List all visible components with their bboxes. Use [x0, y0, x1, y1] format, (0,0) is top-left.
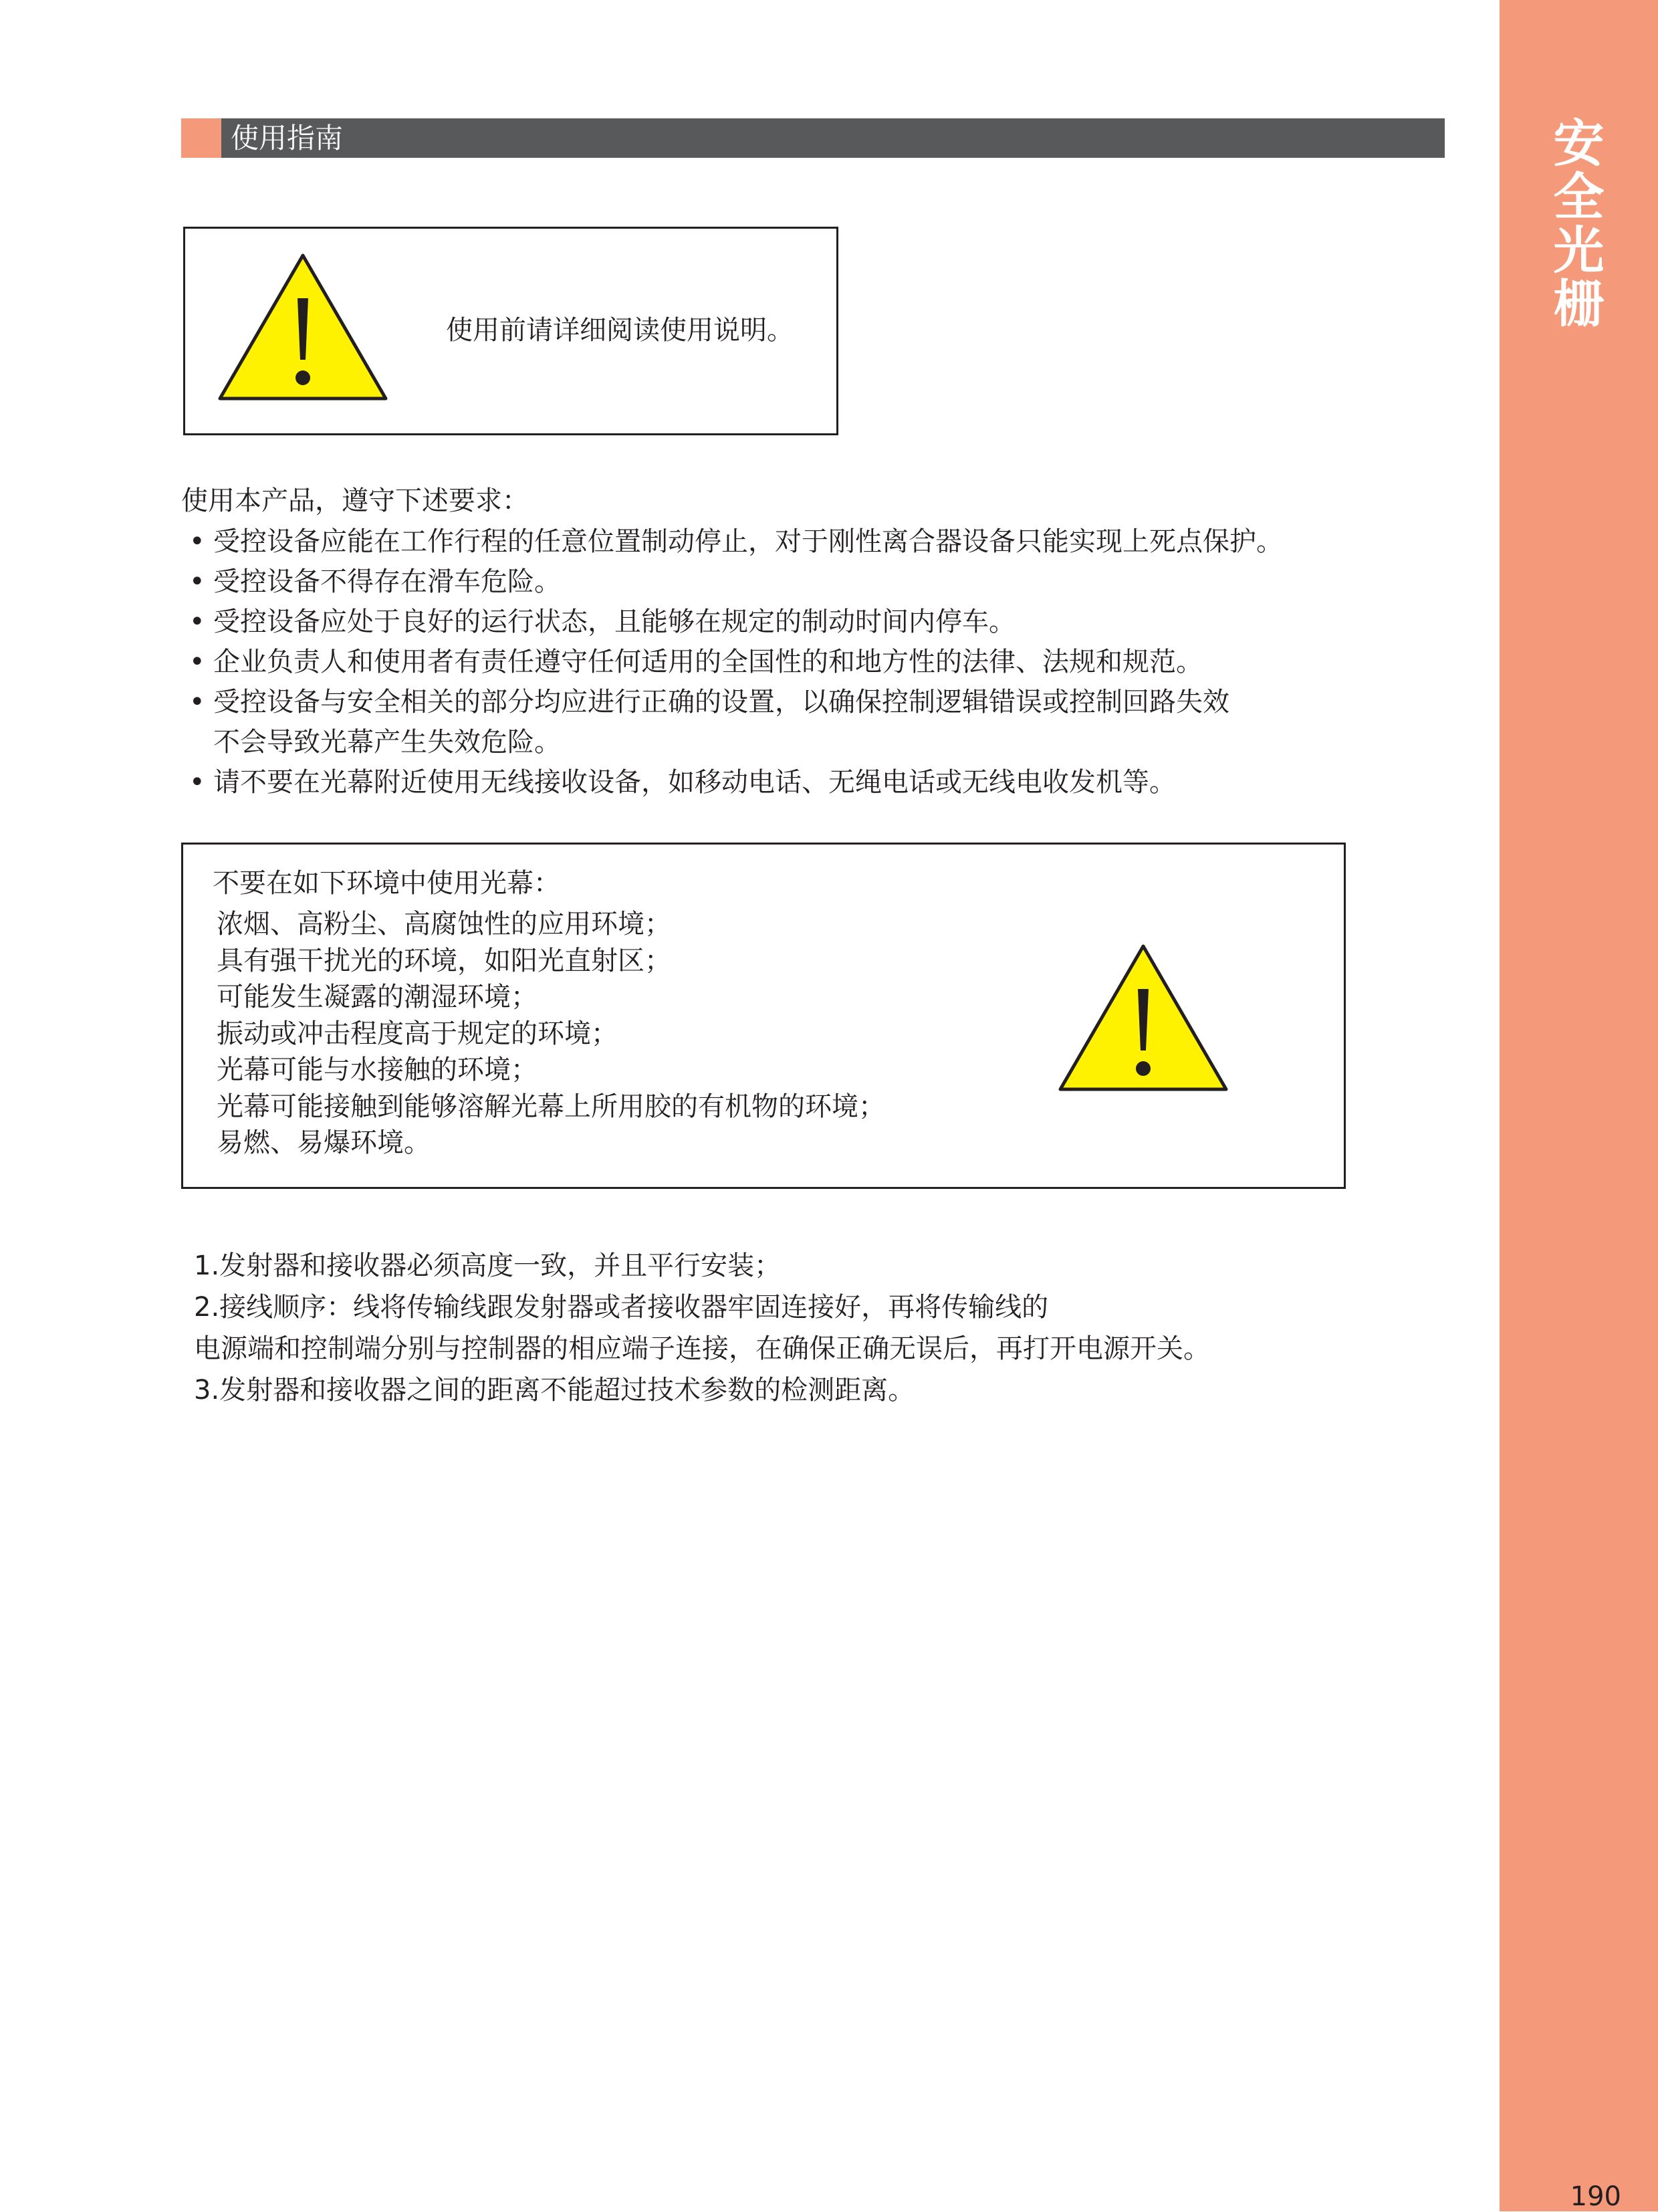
- side-category-title: [1500, 114, 1658, 334]
- side-title-char: 光: [1553, 221, 1605, 280]
- environment-item: 振动或冲击程度高于规定的环境；: [217, 1018, 618, 1049]
- requirement-item: • 企业负责人和使用者有责任遵守任何适用的全国性的和地方性的法律、法规和规范。: [189, 642, 1283, 682]
- page-number: 190: [1570, 2181, 1621, 2212]
- requirements-list: [189, 522, 1283, 802]
- environment-title: 不要在如下环境中使用光幕：: [213, 868, 560, 899]
- environment-warning-box: [181, 843, 1346, 1189]
- warning-message: 使用前请详细阅读使用说明。: [446, 315, 794, 346]
- environment-item: 浓烟、高粉尘、高腐蚀性的应用环境；: [217, 909, 671, 939]
- read-instructions-warning-box: [183, 227, 838, 435]
- side-title-char: 安: [1553, 114, 1605, 173]
- installation-notes: [194, 1245, 1210, 1411]
- warning-triangle-icon: [1058, 944, 1229, 1092]
- note-line: 3.发射器和接收器之间的距离不能超过技术参数的检测距离。: [194, 1375, 915, 1406]
- environment-item: 易燃、易爆环境。: [217, 1127, 431, 1158]
- section-header-bar: [181, 118, 1445, 158]
- note-line: 2.接线顺序：线将传输线跟发射器或者接收器牢固连接好，再将传输线的: [194, 1292, 1049, 1323]
- environment-item: 光幕可能与水接触的环境；: [217, 1055, 538, 1085]
- requirement-item: • 请不要在光幕附近使用无线接收设备，如移动电话、无绳电话或无线电收发机等。: [189, 762, 1283, 802]
- note-line: 1.发射器和接收器必须高度一致，并且平行安装；: [194, 1250, 782, 1281]
- section-title: 使用指南: [231, 122, 344, 154]
- requirement-item: • 受控设备与安全相关的部分均应进行正确的设置，以确保控制逻辑错误或控制回路失效: [189, 682, 1283, 722]
- side-title-char: 全: [1553, 167, 1605, 227]
- environment-item: 可能发生凝露的潮湿环境；: [217, 982, 538, 1012]
- requirements-intro: 使用本产品，遵守下述要求：: [181, 485, 529, 516]
- note-line: 电源端和控制端分别与控制器的相应端子连接，在确保正确无误后，再打开电源开关。: [194, 1333, 1210, 1364]
- requirement-item: • 受控设备应能在工作行程的任意位置制动停止，对于刚性离合器设备只能实现上死点保护。: [189, 522, 1283, 562]
- header-accent-block: [181, 118, 221, 158]
- requirement-item-continued: 不会导致光幕产生失效危险。: [213, 727, 561, 758]
- environment-item: 具有强干扰光的环境，如阳光直射区；: [217, 945, 671, 976]
- environment-list: [217, 906, 885, 1162]
- warning-triangle-icon: [217, 253, 388, 401]
- side-category-band: [1500, 0, 1658, 2211]
- requirement-item: • 受控设备应处于良好的运行状态，且能够在规定的制动时间内停车。: [189, 602, 1283, 642]
- requirement-item: • 受控设备不得存在滑车危险。: [189, 562, 1283, 602]
- side-title-char: 栅: [1553, 274, 1605, 334]
- environment-item: 光幕可能接触到能够溶解光幕上所用胶的有机物的环境；: [217, 1091, 885, 1122]
